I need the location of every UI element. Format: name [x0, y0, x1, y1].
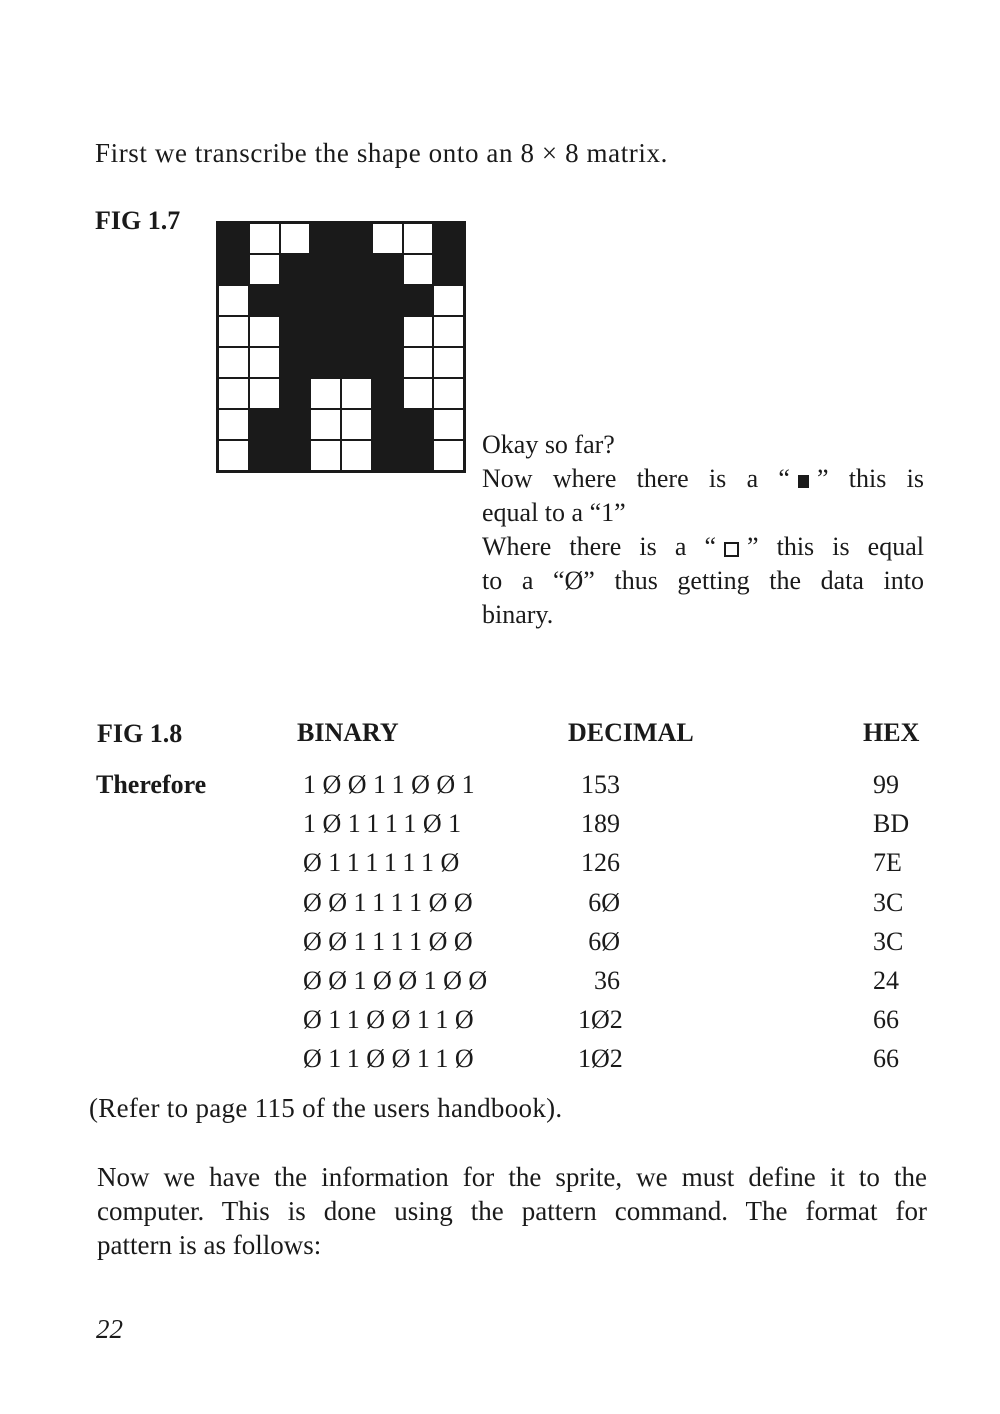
matrix-cell-filled — [372, 440, 403, 471]
matrix-cell-filled — [341, 316, 372, 347]
matrix-cell-filled — [341, 347, 372, 378]
matrix-cell-filled — [433, 254, 464, 285]
matrix-cell-empty — [218, 440, 249, 471]
matrix-cell-filled — [341, 254, 372, 285]
matrix-cell-empty — [433, 378, 464, 409]
matrix-cell-empty — [218, 378, 249, 409]
explanation-line: Okay so far? — [482, 430, 615, 459]
paragraph-line: computer. This is done using the pattern command. The format for — [97, 1196, 927, 1226]
intro-text: First we transcribe the shape onto an 8 × 8 matrix. — [95, 138, 668, 168]
matrix-cell-empty — [310, 440, 341, 471]
binary-cell: Ø11ØØ11Ø — [303, 1005, 481, 1035]
decimal-cell: 6Ø — [588, 887, 620, 917]
decimal-cell: 189 — [581, 809, 620, 839]
matrix-cell-filled — [372, 409, 403, 440]
decimal-cell: 153 — [581, 770, 620, 799]
explanation-line — [482, 530, 924, 564]
matrix-cell-empty — [280, 223, 311, 254]
table-row — [0, 1001, 1000, 1040]
matrix-cell-empty — [433, 316, 464, 347]
paragraph-line: Now we have the information for the sprite, we must define it to the — [97, 1162, 927, 1192]
binary-cell: ØØ1111ØØ — [303, 926, 480, 956]
matrix-cell-empty — [218, 409, 249, 440]
matrix-cell-filled — [280, 378, 311, 409]
matrix-cell-filled — [310, 285, 341, 316]
hex-cell: 66 — [873, 1044, 899, 1074]
binary-cell: 1ØØ11ØØ1 — [303, 770, 482, 799]
explanation-line: to a “Ø” thus getting the data into — [482, 566, 924, 595]
matrix-cell-empty — [372, 223, 403, 254]
matrix-cell-empty — [341, 409, 372, 440]
matrix-cell-filled — [280, 440, 311, 471]
matrix-cell-empty — [433, 440, 464, 471]
hex-header: HEX — [863, 718, 920, 747]
matrix-cell-empty — [433, 347, 464, 378]
therefore-label: Therefore — [96, 770, 207, 799]
matrix-cell-filled — [310, 316, 341, 347]
matrix-cell-filled — [341, 223, 372, 254]
matrix-cell-empty — [341, 378, 372, 409]
table-row — [0, 962, 1000, 1001]
matrix-cell-empty — [218, 347, 249, 378]
hex-cell: 3C — [873, 887, 904, 917]
hex-cell: 24 — [873, 965, 899, 995]
explanation-fragment: ” this is — [816, 464, 924, 493]
hex-cell: 7E — [873, 848, 902, 878]
matrix-cell-empty — [218, 316, 249, 347]
page-number: 22 — [96, 1314, 123, 1344]
matrix-cell-filled — [280, 285, 311, 316]
binary-cell: 1Ø1111Ø1 — [303, 809, 468, 839]
matrix-cell-empty — [249, 347, 280, 378]
table-row — [0, 1040, 1000, 1079]
binary-cell: ØØ1ØØ1ØØ — [303, 965, 494, 995]
explanation-line: binary. — [482, 600, 554, 629]
explanation-text — [482, 428, 924, 632]
table-row — [0, 844, 1000, 883]
binary-cell: ØØ1111ØØ — [303, 887, 480, 917]
matrix-cell-empty — [403, 316, 434, 347]
matrix-cell-filled — [249, 409, 280, 440]
explanation-line — [482, 462, 924, 496]
binary-cell: Ø111111Ø — [303, 848, 466, 878]
matrix-cell-empty — [249, 316, 280, 347]
explanation-fragment: Where there is a “ — [482, 532, 716, 561]
explanation-fragment: ” this is equal — [746, 532, 924, 561]
decimal-cell: 6Ø — [588, 926, 620, 956]
paragraph-line: pattern is as follows: — [97, 1230, 322, 1260]
matrix-cell-empty — [310, 378, 341, 409]
hex-cell: 66 — [873, 1005, 899, 1035]
binary-cell: Ø11ØØ11Ø — [303, 1044, 481, 1074]
matrix-cell-empty — [249, 223, 280, 254]
matrix-cell-filled — [310, 223, 341, 254]
decimal-header: DECIMAL — [568, 718, 694, 747]
matrix-cell-filled — [372, 285, 403, 316]
matrix-cell-filled — [249, 285, 280, 316]
hex-cell: BD — [873, 809, 910, 839]
matrix-cell-empty — [341, 440, 372, 471]
fig-1-8-label: FIG 1.8 — [97, 719, 183, 748]
matrix-cell-filled — [372, 254, 403, 285]
decimal-cell: 1Ø2 — [578, 1005, 623, 1035]
pattern-paragraph — [97, 1160, 927, 1262]
matrix-cell-filled — [280, 347, 311, 378]
table-row — [0, 884, 1000, 923]
matrix-cell-empty — [249, 378, 280, 409]
matrix-cell-filled — [403, 409, 434, 440]
hex-cell: 3C — [873, 926, 904, 956]
matrix-cell-filled — [218, 254, 249, 285]
matrix-cell-filled — [372, 316, 403, 347]
fig-1-7-label: FIG 1.7 — [95, 206, 181, 235]
empty-square-icon — [724, 542, 739, 557]
handbook-reference: (Refer to page 115 of the users handbook). — [89, 1093, 563, 1123]
filled-square-icon — [798, 475, 809, 488]
matrix-cell-filled — [403, 440, 434, 471]
matrix-cell-empty — [403, 378, 434, 409]
table-row — [0, 923, 1000, 962]
matrix-cell-empty — [403, 223, 434, 254]
matrix-cell-filled — [280, 254, 311, 285]
hex-cell: 99 — [873, 770, 899, 799]
matrix-cell-empty — [218, 285, 249, 316]
matrix-cell-empty — [403, 347, 434, 378]
matrix-cell-empty — [310, 409, 341, 440]
explanation-line: equal to a “1” — [482, 498, 626, 527]
matrix-cell-filled — [433, 223, 464, 254]
decimal-cell: 126 — [581, 848, 620, 878]
matrix-cell-filled — [249, 440, 280, 471]
decimal-cell: 36 — [594, 965, 620, 995]
decimal-cell: 1Ø2 — [578, 1044, 623, 1074]
matrix-cell-empty — [249, 254, 280, 285]
matrix-cell-filled — [310, 254, 341, 285]
matrix-cell-filled — [310, 347, 341, 378]
matrix-cell-filled — [280, 316, 311, 347]
sprite-matrix — [216, 221, 466, 473]
table-row — [0, 805, 1000, 844]
matrix-cell-filled — [218, 223, 249, 254]
matrix-cell-filled — [372, 378, 403, 409]
matrix-cell-filled — [280, 409, 311, 440]
conversion-table — [0, 766, 1000, 1080]
table-row — [0, 766, 1000, 805]
matrix-cell-filled — [372, 347, 403, 378]
explanation-fragment: Now where there is a “ — [482, 464, 790, 493]
matrix-cell-filled — [341, 285, 372, 316]
binary-header: BINARY — [297, 718, 399, 747]
matrix-cell-empty — [403, 254, 434, 285]
matrix-cell-filled — [403, 285, 434, 316]
matrix-cell-empty — [433, 285, 464, 316]
matrix-cell-empty — [433, 409, 464, 440]
